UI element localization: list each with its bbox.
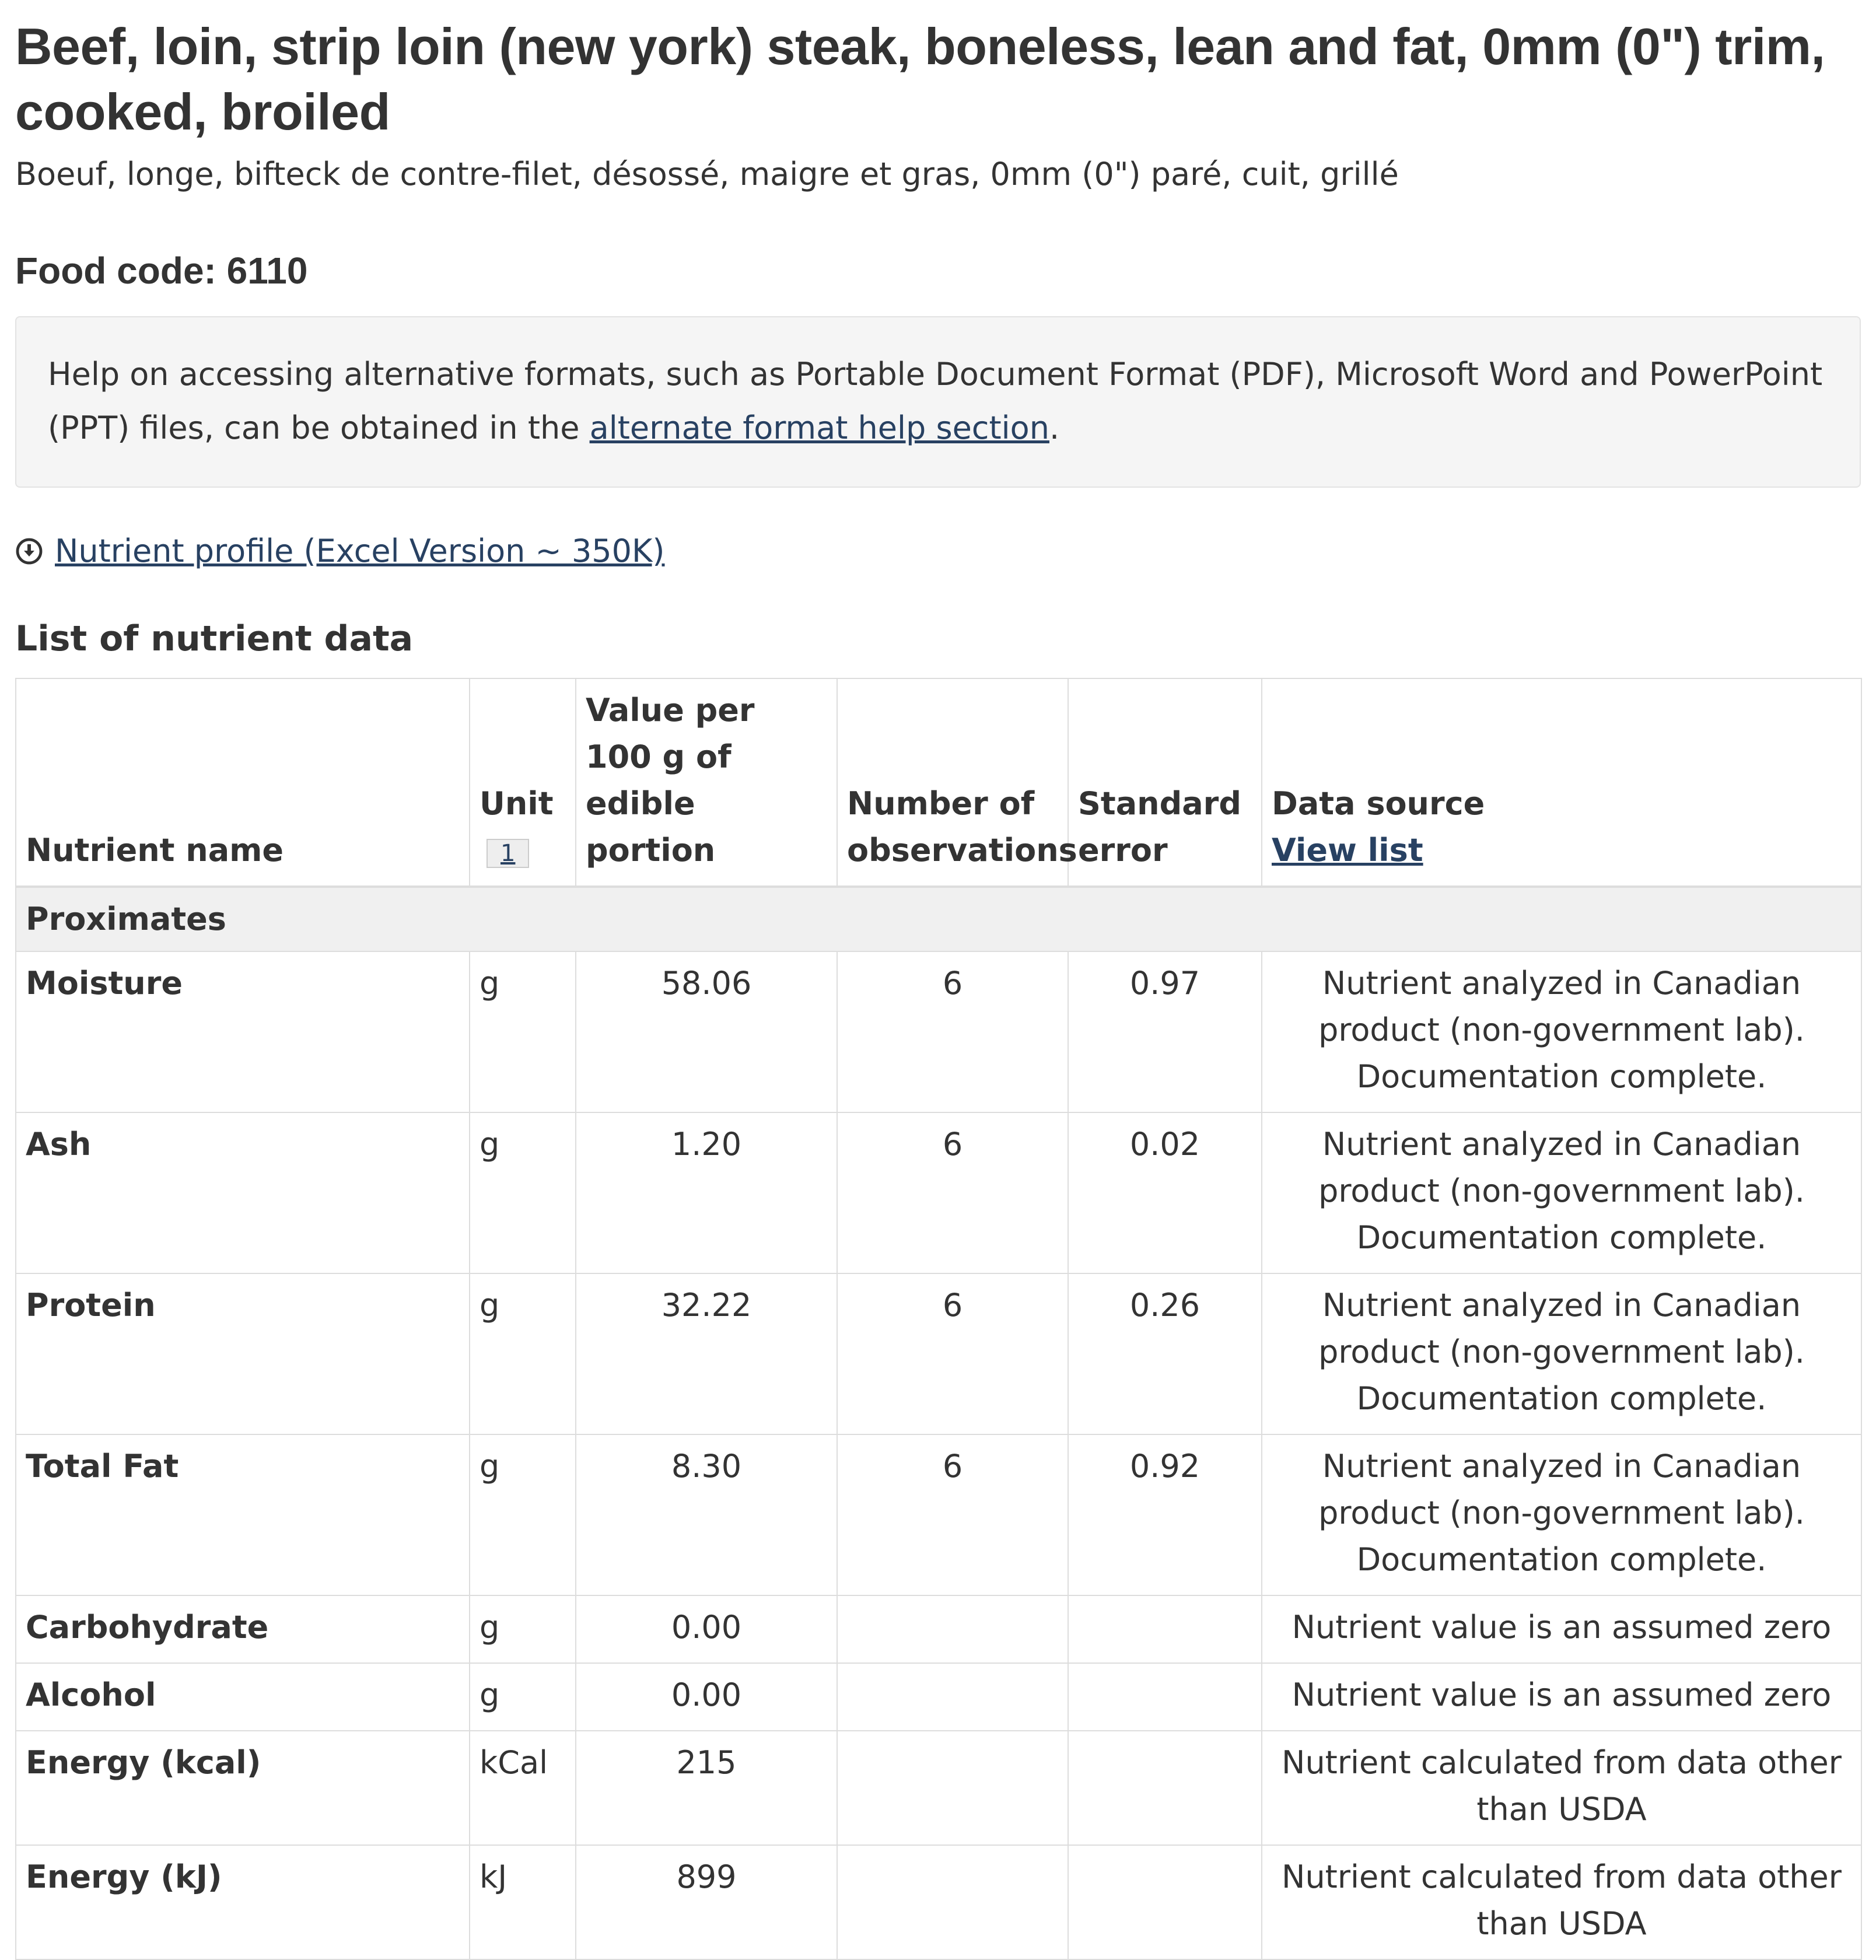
table-row — [16, 1845, 1861, 1959]
page-title: Beef, loin, strip loin (new york) steak, boneless, lean and fat, 0mm (0") trim, cooked, broiled — [15, 18, 1825, 141]
nutrient-name-cell: Energy (kJ) — [16, 1845, 470, 1959]
standard-error-cell — [1068, 1845, 1262, 1959]
standard-error-cell — [1068, 1663, 1262, 1731]
table-row — [16, 951, 1861, 1112]
section-proximates: Proximates — [16, 887, 1861, 951]
table-row — [16, 1112, 1861, 1273]
unit-cell: g — [470, 1663, 576, 1731]
observations-cell: 6 — [837, 1273, 1068, 1434]
col-unit-label: Unit — [480, 785, 554, 822]
value-cell: 0.00 — [576, 1595, 837, 1663]
standard-error-cell: 0.02 — [1068, 1112, 1262, 1273]
data-source-cell: Nutrient analyzed in Canadian product (non-government lab). Documentation complete. — [1262, 1273, 1861, 1434]
nutrient-list-heading: List of nutrient data — [15, 618, 414, 659]
table-row — [16, 1434, 1861, 1595]
nutrient-name-cell: Alcohol — [16, 1663, 470, 1731]
unit-cell: kCal — [470, 1731, 576, 1845]
alternate-format-help-box — [15, 316, 1861, 488]
observations-cell — [837, 1663, 1068, 1731]
data-source-cell: Nutrient analyzed in Canadian product (non-government lab). Documentation complete. — [1262, 951, 1861, 1112]
table-row — [16, 1731, 1861, 1845]
value-cell: 899 — [576, 1845, 837, 1959]
nutrient-name-cell: Total Fat — [16, 1434, 470, 1595]
unit-cell: g — [470, 1112, 576, 1273]
value-cell: 58.06 — [576, 951, 837, 1112]
french-title: Boeuf, longe, bifteck de contre-filet, désossé, maigre et gras, 0mm (0") paré, cuit, grillé — [15, 156, 1399, 192]
help-text-end: . — [1049, 410, 1060, 446]
unit-cell: g — [470, 1273, 576, 1434]
nutrient-name-cell: Moisture — [16, 951, 470, 1112]
data-source-cell: Nutrient value is an assumed zero — [1262, 1663, 1861, 1731]
section-row — [16, 887, 1861, 951]
value-cell: 215 — [576, 1731, 837, 1845]
observations-cell — [837, 1731, 1068, 1845]
unit-footnote — [487, 839, 529, 868]
table-row — [16, 1273, 1861, 1434]
unit-cell: g — [470, 1595, 576, 1663]
nutrient-profile-excel-link[interactable]: Nutrient profile (Excel Version ~ 350K) — [55, 533, 665, 569]
observations-cell — [837, 1595, 1068, 1663]
nutrient-table — [15, 678, 1862, 1960]
standard-error-cell: 0.97 — [1068, 951, 1262, 1112]
data-source-cell: Nutrient analyzed in Canadian product (non-government lab). Documentation complete. — [1262, 1434, 1861, 1595]
observations-cell: 6 — [837, 951, 1068, 1112]
table-header-row — [16, 678, 1861, 887]
nutrient-profile-download — [15, 531, 1861, 572]
unit-cell: g — [470, 1434, 576, 1595]
table-row — [16, 1663, 1861, 1731]
col-observations: Number of observations — [837, 678, 1068, 887]
standard-error-cell: 0.92 — [1068, 1434, 1262, 1595]
view-list-link[interactable]: View list — [1272, 832, 1423, 869]
col-data-source — [1262, 678, 1861, 887]
help-text: Help on accessing alternative formats, such as Portable Document Format (PDF), Microsoft Word and PowerPoint (PPT) files, can be obtained in the — [48, 356, 1823, 446]
col-data-source-label: Data source — [1272, 785, 1485, 822]
standard-error-cell: 0.26 — [1068, 1273, 1262, 1434]
nutrient-name-cell: Carbohydrate — [16, 1595, 470, 1663]
col-nutrient-name: Nutrient name — [16, 678, 470, 887]
observations-cell: 6 — [837, 1112, 1068, 1273]
value-cell: 0.00 — [576, 1663, 837, 1731]
data-source-cell: Nutrient analyzed in Canadian product (non-government lab). Documentation complete. — [1262, 1112, 1861, 1273]
standard-error-cell — [1068, 1595, 1262, 1663]
data-source-cell: Nutrient value is an assumed zero — [1262, 1595, 1861, 1663]
nutrient-name-cell: Protein — [16, 1273, 470, 1434]
table-row — [16, 1595, 1861, 1663]
value-cell: 8.30 — [576, 1434, 837, 1595]
data-source-cell: Nutrient calculated from data other than USDA — [1262, 1731, 1861, 1845]
unit-footnote-link[interactable]: 1 — [501, 840, 516, 867]
col-unit — [470, 678, 576, 887]
observations-cell — [837, 1845, 1068, 1959]
download-circle-icon — [15, 537, 43, 565]
col-value: Value per 100 g of edible portion — [576, 678, 837, 887]
col-standard-error: Standard error — [1068, 678, 1262, 887]
unit-cell: kJ — [470, 1845, 576, 1959]
value-cell: 1.20 — [576, 1112, 837, 1273]
data-source-cell: Nutrient calculated from data other than USDA — [1262, 1845, 1861, 1959]
value-cell: 32.22 — [576, 1273, 837, 1434]
alternate-format-help-link[interactable]: alternate format help section — [589, 410, 1049, 446]
standard-error-cell — [1068, 1731, 1262, 1845]
nutrient-name-cell: Energy (kcal) — [16, 1731, 470, 1845]
unit-cell: g — [470, 951, 576, 1112]
nutrient-name-cell: Ash — [16, 1112, 470, 1273]
food-code: Food code: 6110 — [15, 250, 308, 292]
observations-cell: 6 — [837, 1434, 1068, 1595]
